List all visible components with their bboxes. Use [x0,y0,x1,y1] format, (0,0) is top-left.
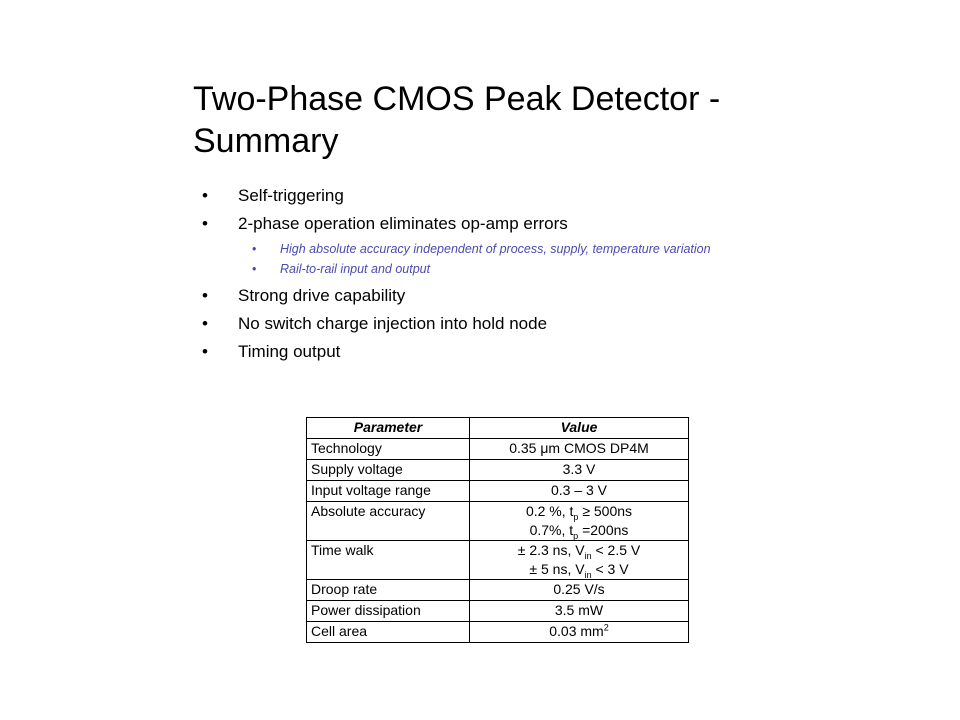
value-line: ± 5 ns, $V_{in} < 3$ V [529,561,629,580]
table-row [307,460,689,481]
value-cell: 0.25 V/s [470,580,689,601]
bullet-item: • Timing output [200,342,880,362]
sub-bullet-group [200,241,880,277]
parameter-table [306,417,689,643]
table-row [307,622,689,643]
value-cell: 3.3 V [470,460,689,481]
bullet-text: 2-phase operation eliminates op-amp errors [238,214,568,233]
param-cell: Technology [307,439,470,460]
value-cell [470,502,689,541]
table-row [307,580,689,601]
value-line: 0.7%, $t_p =200ns$ [529,522,629,541]
table-header-row [307,418,689,439]
sub-bullet-item: • Rail-to-rail input and output [200,261,880,277]
slide-title: Two-Phase CMOS Peak Detector - Summary [193,80,721,160]
header-parameter: Parameter [307,418,470,439]
value-cell [470,541,689,580]
param-cell: Droop rate [307,580,470,601]
value-cell: 0.3 – 3 V [470,481,689,502]
bullet-item: • Self-triggering [200,186,880,206]
bullet-item: • Strong drive capability [200,286,880,306]
param-cell: Time walk [307,541,470,580]
table-row [307,502,689,541]
param-cell: Absolute accuracy [307,502,470,541]
sub-bullet-list [200,241,880,277]
table-row [307,541,689,580]
table-row [307,439,689,460]
param-cell: Supply voltage [307,460,470,481]
bullet-item: • No switch charge injection into hold node [200,314,880,334]
table-row [307,601,689,622]
value-cell: 0.35 μm CMOS DP4M [470,439,689,460]
sub-bullet-item: • High absolute accuracy independent of process, supply, temperature variation [200,241,880,257]
bullet-list [200,186,880,370]
param-cell: Cell area [307,622,470,643]
value-line: ± 2.3 ns, $V_{in} < 2.5$ V [517,542,641,561]
table-row [307,481,689,502]
bullet-item [200,214,880,234]
value-line: 0.2 %, $t_p \ge 500ns$ [525,503,633,522]
value-cell: 3.5 mW [470,601,689,622]
param-cell: Power dissipation [307,601,470,622]
value-cell: 0.03 $mm^2$ [470,622,689,643]
param-cell: Input voltage range [307,481,470,502]
header-value: Value [470,418,689,439]
